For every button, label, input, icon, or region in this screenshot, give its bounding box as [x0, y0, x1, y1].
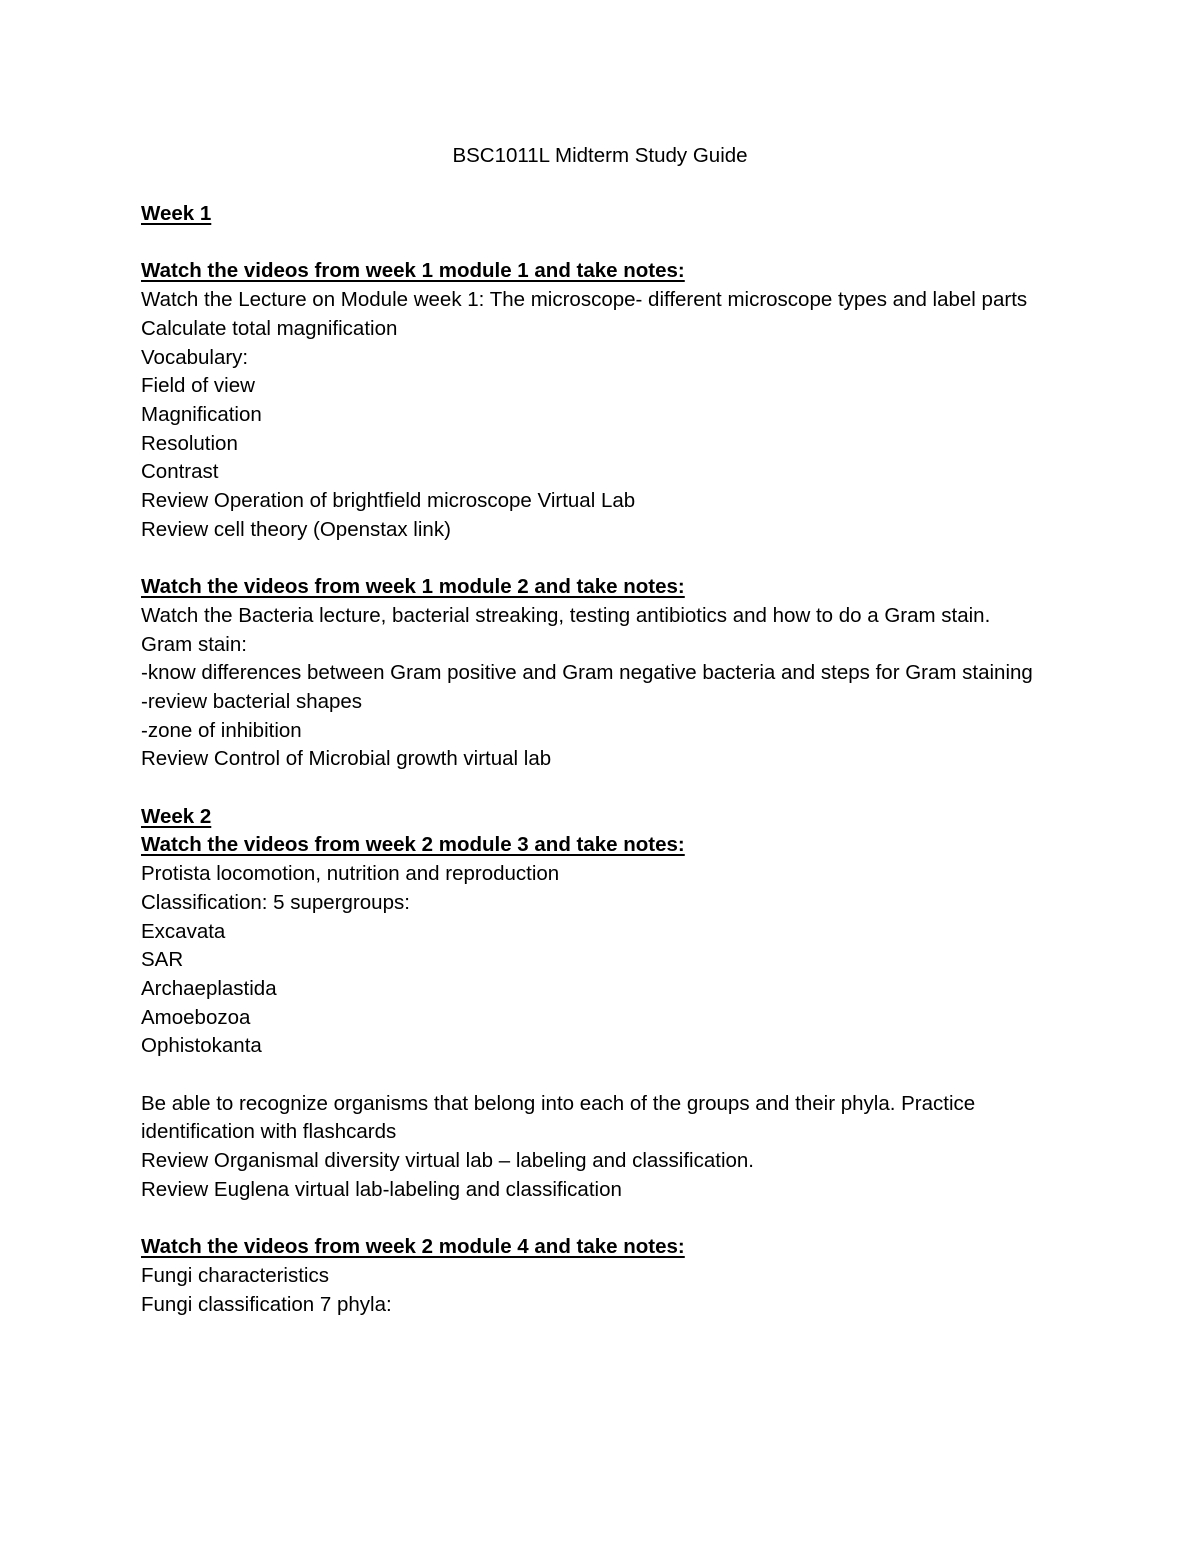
study-item: Watch the Bacteria lecture, bacterial streaking, testing antibiotics and how to do a Gram stain.: [141, 603, 991, 627]
study-item: Watch the Lecture on Module week 1: The microscope- different microscope types and label parts: [141, 288, 1028, 312]
week-1-heading: Week 1: [141, 202, 212, 225]
week-2-module-4-heading: Watch the videos from week 2 module 4 and take notes:: [141, 1235, 685, 1259]
supergroup-item: SAR: [141, 948, 184, 972]
study-item: Review Organismal diversity virtual lab – labeling and classification.: [141, 1149, 754, 1173]
week-2-heading: Week 2: [141, 804, 212, 828]
study-item: -zone of inhibition: [141, 718, 302, 742]
study-item: Review Control of Microbial growth virtual lab: [141, 747, 552, 771]
study-item: Review Euglena virtual lab-labeling and classification: [141, 1177, 622, 1201]
study-item: Review Operation of brightfield microscope Virtual Lab: [141, 489, 636, 513]
study-item: Be able to recognize organisms that belong into each of the groups and their phyla. Practice identification with flashcards: [141, 1091, 976, 1144]
study-item: Review cell theory (Openstax link): [141, 517, 451, 541]
vocabulary-item: Resolution: [141, 431, 238, 455]
study-item: Gram stain:: [141, 632, 247, 656]
week-1-module-2-heading: Watch the videos from week 1 module 2 and take notes:: [141, 575, 685, 599]
study-item: Calculate total magnification: [141, 316, 398, 340]
supergroup-item: Ophistokanta: [141, 1034, 262, 1058]
vocabulary-item: Field of view: [141, 374, 255, 398]
document-body: [141, 200, 1061, 1319]
week-1-module-1-heading: Watch the videos from week 1 module 1 and take notes:: [141, 259, 685, 283]
week-2-module-3-heading: Watch the videos from week 2 module 3 and take notes:: [141, 833, 685, 857]
blank-line: [141, 229, 1061, 258]
supergroup-item: Archaeplastida: [141, 976, 277, 1000]
study-item: -know differences between Gram positive and Gram negative bacteria and steps for Gram staining: [141, 661, 1033, 685]
study-item: Classification: 5 supergroups:: [141, 890, 410, 914]
study-item: -review bacterial shapes: [141, 689, 363, 713]
study-item: Vocabulary:: [141, 345, 249, 369]
document-title: BSC1011L Midterm Study Guide: [452, 144, 748, 167]
study-item: Protista locomotion, nutrition and reproduction: [141, 862, 560, 886]
vocabulary-item: Magnification: [141, 402, 262, 426]
blank-line: [141, 1061, 1061, 1090]
study-item: Fungi characteristics: [141, 1263, 329, 1287]
blank-line: [141, 544, 1061, 573]
supergroup-item: Amoebozoa: [141, 1005, 251, 1029]
supergroup-item: Excavata: [141, 919, 226, 943]
study-item: Fungi classification 7 phyla:: [141, 1292, 392, 1316]
vocabulary-item: Contrast: [141, 460, 219, 484]
blank-line: [141, 1205, 1061, 1234]
blank-line: [141, 774, 1061, 803]
